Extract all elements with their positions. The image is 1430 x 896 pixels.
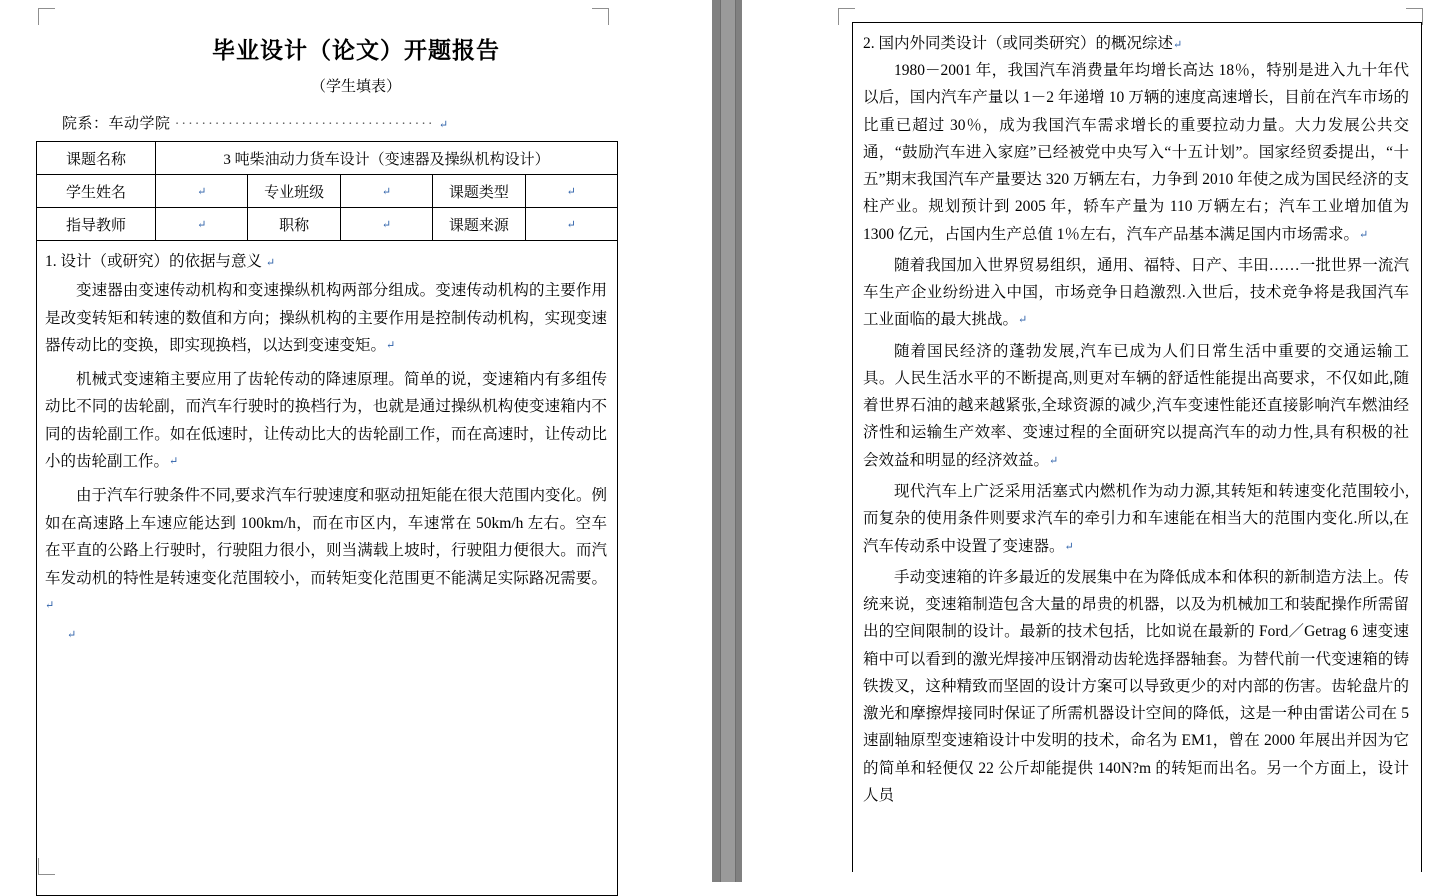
page-left xyxy=(0,0,712,882)
paragraph-text: 1980－2001 年，我国汽车消费量年均增长高达 18％，特别是进入九十年代以后，国内汽车产量以 1－2 年递增 10 万辆的速度高速增长，目前在汽车市场的比重已超过 30％，成为我国汽车需求增长的重要拉动力量。大力发展公共交通，“鼓励汽车进入家庭”已经被党中央写入“十五计划”。国家经贸委提出，“十五”期末我国汽车产量要达 320 万辆左右，力争到 2010 年使之成为国民经济的支柱产业。规划预计到 2005 年，轿车产量为 110 万辆左右；汽车工业增加值为 1300 亿元，占国内生产总值 1％左右，汽车产品基本满足国内市场需求。 xyxy=(863,62,1409,243)
section-2-paragraph-4 xyxy=(863,478,1409,560)
section-2-paragraph-1 xyxy=(863,57,1409,248)
section-2-heading-text: 2. 国内外同类设计（或同类研究）的概况综述 xyxy=(863,35,1174,52)
table-row xyxy=(37,142,618,175)
section-1-paragraph-3 xyxy=(45,482,607,620)
paragraph-text: 机械式变速箱主要应用了齿轮传动的降速原理。简单的说，变速箱内有多组传动比不同的齿轮副，而汽车行驶时的换档行为，也就是通过操纵机构使变速箱内不同的齿轮副工作。如在低速时，让传动比大的齿轮副工作，而在高速时，让传动比小的齿轮副工作。 xyxy=(45,370,607,471)
paragraph-mark: ↵ xyxy=(438,119,449,131)
paragraph-text: 由于汽车行驶条件不同,要求汽车行驶速度和驱动扭矩能在很大范围内变化。例如在高速路上车速应能达到 100km/h，而在市区内，车速常在 50km/h 左右。空车在平直的公路上行驶时，行驶阻力很小，则当满载上坡时，行驶阻力便很大。而汽车发动机的特性是转速变化范围较小，而转矩变化范围更不能满足实际路况需要。 xyxy=(45,487,607,587)
page-gutter xyxy=(712,0,742,882)
paragraph-mark: ↵ xyxy=(1064,540,1074,553)
paragraph-mark: ↵ xyxy=(45,600,55,612)
cell-label-source: 课题来源 xyxy=(433,208,525,241)
cell-label-advisor: 指导教师 xyxy=(37,208,156,241)
department-line xyxy=(62,112,676,133)
paragraph-mark: ↵ xyxy=(1359,228,1369,241)
cell-value-student-name: ↵ xyxy=(156,175,248,208)
section-1-heading xyxy=(45,249,607,271)
paragraph-mark: ↵ xyxy=(169,456,179,469)
department-dots: ······································· xyxy=(174,117,435,132)
section-2-paragraph-2 xyxy=(863,252,1409,334)
scrollbar-track[interactable] xyxy=(720,0,736,882)
cell-value-title: ↵ xyxy=(340,208,432,241)
paragraph-mark: ↵ xyxy=(1049,454,1059,467)
section-2-paragraph-3 xyxy=(863,338,1409,474)
section-2-heading xyxy=(863,31,1409,53)
paragraph-text: 现代汽车上广泛采用活塞式内燃机作为动力源,其转矩和转速变化范围较小,而复杂的使用条件则要求汽车的牵引力和车速能在相当大的范围内变化.所以,在汽车传动系中设置了变速器。 xyxy=(863,482,1409,555)
info-table xyxy=(36,141,618,241)
paragraph-text: 变速器由变速传动机构和变速操纵机构两部分组成。变速传动机构的主要作用是改变转矩和转速的数值和方向；操纵机构的主要作用是控制传动机构，实现变速器传动比的变换，即实现换档，以达到变速变矩。 xyxy=(45,282,607,355)
cell-label-student-name: 学生姓名 xyxy=(37,175,156,208)
section-2-paragraph-5 xyxy=(863,564,1409,809)
cell-value-subject-type: ↵ xyxy=(525,175,617,208)
left-page-body xyxy=(36,8,676,896)
cell-value-source: ↵ xyxy=(525,208,617,241)
paragraph-mark: ↵ xyxy=(1018,314,1028,327)
cell-label-subject: 课题名称 xyxy=(37,142,156,175)
paragraph-mark: ↵ xyxy=(265,257,276,269)
section-1-heading-text: 1. 设计（或研究）的依据与意义 xyxy=(45,253,263,270)
cell-value-advisor: ↵ xyxy=(156,208,248,241)
section-1-paragraph-2 xyxy=(45,366,607,476)
table-row xyxy=(37,208,618,241)
paragraph-mark: ↵ xyxy=(1173,38,1183,51)
cell-label-title: 职称 xyxy=(248,208,340,241)
page-subtitle: （学生填表） xyxy=(310,79,401,95)
table-row xyxy=(37,175,618,208)
right-page-body xyxy=(852,22,1422,872)
cell-value-subject: 3 吨柴油动力货车设计（变速器及操纵机构设计） xyxy=(156,142,618,175)
section-1-paragraph-1 xyxy=(45,277,607,360)
page-title: 毕业设计（论文）开题报告 xyxy=(212,38,500,63)
cell-label-subject-type: 课题类型 xyxy=(433,175,525,208)
page-right xyxy=(742,0,1430,882)
empty-paragraph-mark: ↵ xyxy=(67,628,77,641)
paragraph-mark: ↵ xyxy=(386,339,396,352)
paragraph-text: 手动变速箱的许多最近的发展集中在为降低成本和体积的新制造方法上。传统来说，变速箱制造包含大量的昂贵的机器，以及为机械加工和装配操作所需留出的空间限制的设计。最新的技术包括，比如说在最新的 Ford／Getrag 6 速变速箱中可以看到的激光焊接冲压钢滑动齿轮选择器轴套。为替代前一代变速箱的铸铁拨叉，这种精致而坚固的设计方案可以导致更少的对内部的伤害。齿轮盘片的激光和摩擦焊接同时保证了所需机器设计空间的降低，这是一种由雷诺公司在 5 速副轴原型变速箱设计中发明的技术，命名为 EM1，曾在 2000 年展出并因为它的简单和轻便仅 22 公斤却能提供 140N?m 的转矩而出名。另一个方面上，设计人员 xyxy=(863,568,1409,804)
paragraph-text: 随着我国加入世界贸易组织，通用、福特、日产、丰田……一批世界一流汽车生产企业纷纷进入中国，市场竞争日趋激烈.入世后，技术竞争将是我国汽车工业面临的最大挑战。 xyxy=(863,256,1409,329)
paragraph-text: 随着国民经济的蓬勃发展,汽车已成为人们日常生活中重要的交通运输工具。人民生活水平的不断提高,则更对车辆的舒适性能提出高要求，不仅如此,随着世界石油的越来越紧张,全球资源的减少,汽车变速性能还直接影响汽车燃油经济性和运输生产效率、变速过程的全面研究以提高汽车的动力性,具有积极的社会效益和明显的经济效益。 xyxy=(863,342,1409,469)
cell-label-class: 专业班级 xyxy=(248,175,340,208)
cell-value-class: ↵ xyxy=(340,175,432,208)
section-1-box xyxy=(36,241,618,896)
department-label: 院系：车动学院 xyxy=(62,116,171,132)
